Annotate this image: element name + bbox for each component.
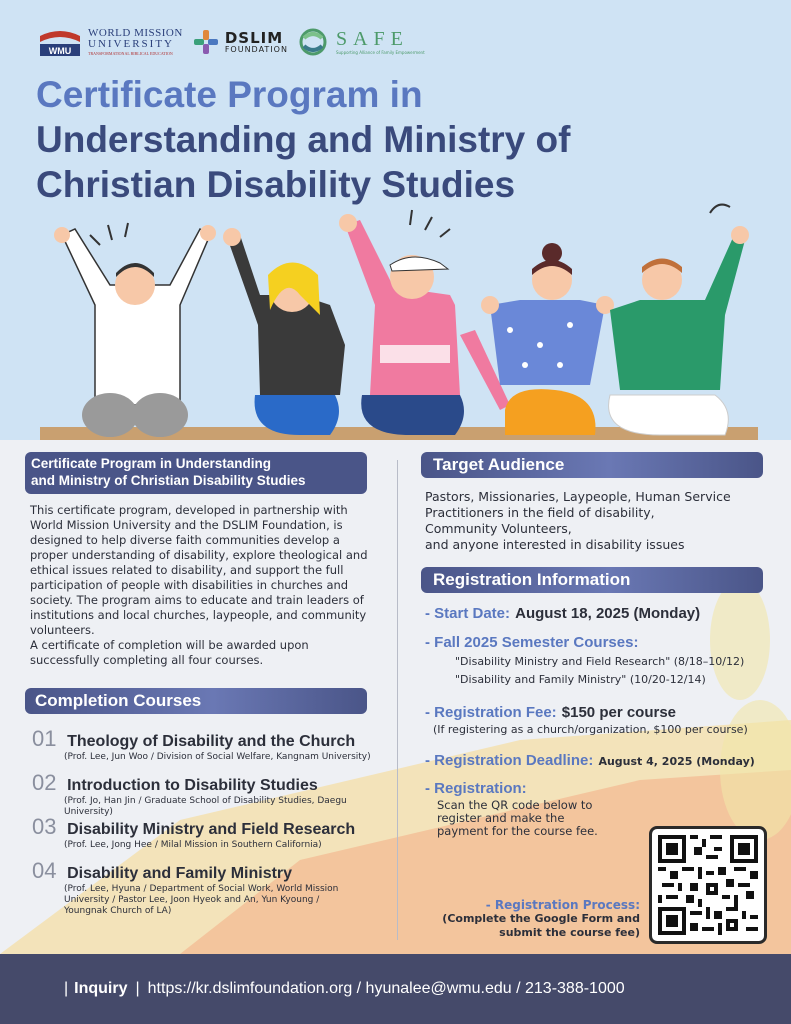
reg-line2: register and make the [437,811,565,825]
audience-line4: and anyone interested in disability issues [425,537,685,552]
reg-line3: payment for the course fee. [437,824,598,838]
fall-courses-label: - Fall 2025 Semester Courses: [425,634,639,651]
course-instructor: (Prof. Lee, Jong Hee / Milal Mission in Southern California) [64,840,322,850]
program-description: This certificate program, developed in partnership with World Mission University and the DSLIM Foundation, is designed to help diverse faith communities develop a proper understanding of disability, explore theological and ethical issues related to disability, and support the full participation of people with disabilities in churches and society. The program aims to educate and train leaders of institutions and local churches, laypeople, and community volunteers. [30,503,368,637]
course-item-01 [32,726,392,763]
course-name: Theology of Disability and the Church [67,733,356,750]
hero-banner [0,0,791,440]
completion-note: A certificate of completion will be awarded upon successfully completing all four courses. [30,638,309,667]
course-number: 02 [32,770,57,795]
fall-courses-row [425,634,744,686]
course-number: 03 [32,814,57,839]
wmu-tagline: TRANSFORMATIONAL BIBLICAL EDUCATION [88,51,173,56]
person-blonde-illustration [223,228,345,435]
wmu-name-line1: WORLD MISSION [88,27,183,39]
course-item-04 [32,858,392,917]
start-date-row [425,603,700,622]
safe-logo-icon [298,28,328,56]
partner-logos [38,24,425,60]
person-white-shirt-illustration [54,223,216,437]
cheering-people-illustration [0,195,791,440]
program-header-line2: and Ministry of Christian Disability Studies [31,473,306,488]
title-line3: Christian Disability Studies [36,164,516,205]
course-number: 04 [32,858,57,883]
audience-header: Target Audience [421,452,763,478]
qr-code-icon [658,835,758,935]
fall-course-2: "Disability and Family Ministry" (10/20-12/14) [455,673,706,686]
courses-header: Completion Courses [25,688,367,714]
course-instructor: (Prof. Jo, Han Jin / Graduate School of Disability Studies, Daegu University) [64,796,347,817]
registration-label: - Registration: [425,780,527,797]
wmu-name-line2: UNIVERSITY [88,38,174,50]
audience-line2: Practitioners in the field of disability, [425,505,655,520]
registration-qr-code[interactable] [649,826,767,944]
deadline-label: - Registration Deadline: [425,752,594,769]
title-line1: Certificate Program in [36,74,423,115]
program-description-block [30,503,375,668]
wmu-logo-icon [38,26,82,58]
program-header [25,452,367,494]
process-label: - Registration Process: [485,898,640,912]
dslim-logo-icon [193,29,219,55]
person-pink-sweater-illustration [339,210,510,435]
fee-value: $150 per course [561,704,677,721]
registration-process [440,898,640,940]
start-date-label: - Start Date: [425,605,511,622]
course-name: Disability Ministry and Field Research [67,821,356,838]
inquiry-label: Inquiry [74,980,128,997]
course-item-03 [32,814,392,851]
person-green-hoodie-illustration [609,205,749,435]
fall-course-1: "Disability Ministry and Field Research" (8/18–10/12) [455,655,745,668]
svg-text:WMU: WMU [48,46,72,56]
reg-line1: Scan the QR code below to [437,798,593,812]
course-instructor: (Prof. Lee, Jun Woo / Division of Social Welfare, Kangnam University) [64,752,371,762]
course-item-02 [32,770,392,818]
audience-line3: Community Volunteers, [425,521,572,536]
course-instructor: (Prof. Lee, Hyuna / Department of Social Work, World Mission University / Pastor Lee, Joon Hyeok and An, Yun Kyoung / Youngnak Church of LA) [64,884,339,916]
deadline-row [425,750,755,769]
safe-tagline: Supporting Alliance of Family Empowerment [335,50,425,55]
registration-row [425,780,598,838]
column-divider [397,460,398,940]
registration-header: Registration Information [421,567,763,593]
footer-contact-bar: | Inquiry | https://kr.dslimfoundation.org / hyunalee@wmu.edu / 213-388-1000 [0,954,791,1024]
fee-note: (If registering as a church/organization, $100 per course) [433,723,748,736]
program-header-line1: Certificate Program in Understanding [31,456,272,471]
audience-line1: Pastors, Missionaries, Laypeople, Human Service [425,489,731,504]
dslim-sub: FOUNDATION [224,44,288,54]
audience-list [425,489,765,553]
contact-info[interactable]: https://kr.dslimfoundation.org / hyunalee@wmu.edu / 213-388-1000 [147,980,625,997]
dslim-name: DSLIM [224,28,284,47]
safe-name: SAFE [335,28,409,50]
deadline-value: August 4, 2025 (Monday) [598,755,755,768]
start-date-value: August 18, 2025 (Monday) [515,605,701,622]
course-number: 01 [32,726,57,751]
registration-instructions [437,799,598,838]
course-name: Introduction to Disability Studies [67,777,318,794]
title-line2: Understanding and Ministry of [36,119,571,160]
course-name: Disability and Family Ministry [67,865,293,882]
process-line2: submit the course fee) [499,926,640,939]
page-title [36,72,756,207]
fee-label: - Registration Fee: [425,704,557,721]
fee-row [425,702,748,736]
process-line1: (Complete the Google Form and [442,912,640,925]
